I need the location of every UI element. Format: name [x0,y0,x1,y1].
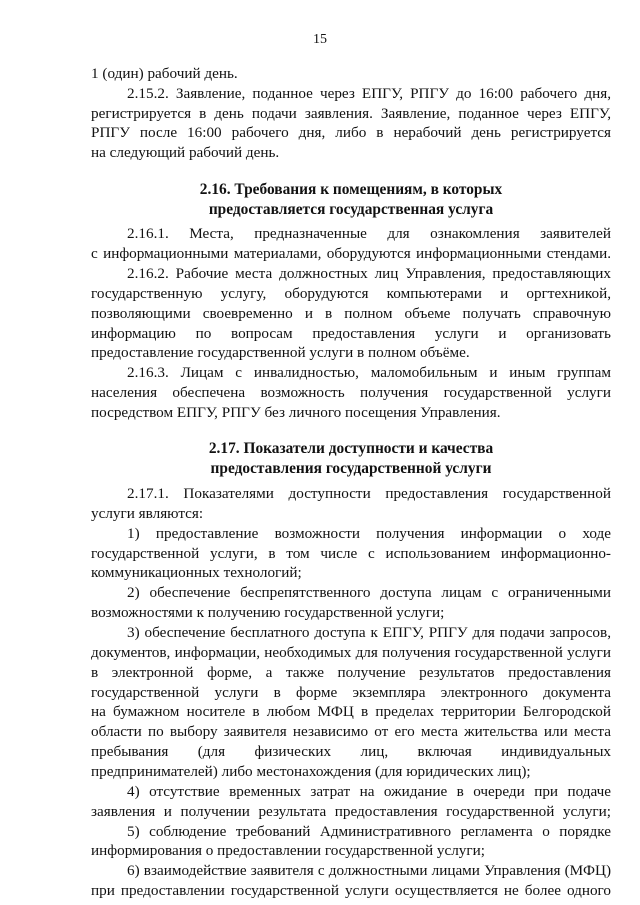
text-line: 3) обеспечение бесплатного доступа к ЕПГУ, РПГУ для подачи запросов, [127,624,611,641]
text-line: позволяющими своевременно и в полном объеме получать справочную [91,305,611,322]
text-line: 2.16.3. Лицам с инвалидностью, маломобильным и иным группам [127,364,611,381]
text-line: 2) обеспечение беспрепятственного доступа лицам с ограниченными [127,584,611,601]
text-line: 1) предоставление возможности получения информации о ходе [127,525,611,542]
section-heading: предоставления государственной услуги [210,460,492,477]
text-line: предоставление государственной услуги в полном объёме. [91,344,470,361]
text-line: 6) взаимодействие заявителя с должностными лицами Управления (МФЦ) [127,862,611,879]
page-number: 15 [313,32,327,47]
text-line: РПГУ после 16:00 рабочего дня, либо в нерабочий день регистрируется [91,124,611,141]
text-line: 2.15.2. Заявление, поданное через ЕПГУ, РПГУ до 16:00 рабочего дня, [127,85,611,102]
text-line: коммуникационных технологий; [91,564,302,581]
text-line: населения обеспечена возможность получения государственной услуги [91,384,611,401]
text-line: возможностями к получению государственной услуги; [91,604,445,621]
text-line: области по выбору заявителя независимо от его места жительства или места [91,723,611,740]
text-line: на бумажном носителе в любом МФЦ в пределах территории Белгородской [91,703,611,720]
text-line: в электронной форме, а также получение результатов предоставления [91,664,611,681]
text-line: 2.16.1. Места, предназначенные для ознакомления заявителей [127,225,611,242]
text-line: услуги являются: [91,505,204,522]
text-line: 1 (один) рабочий день. [91,65,238,82]
text-line: заявления и получении результата предоставления государственной услуги; [91,803,611,820]
text-line: регистрируется в день подачи заявления. Заявление, поданное через ЕПГУ, [91,105,611,122]
text-line: информацию по вопросам предоставления услуги и организовать [91,325,611,342]
section-heading: предоставляется государственная услуга [208,201,494,218]
text-line: документов, информации, необходимых для получения государственной услуги [91,644,611,661]
text-line: 4) отсутствие временных затрат на ожидание в очереди при подаче [127,783,611,800]
text-line: 2.16.2. Рабочие места должностных лиц Управления, предоставляющих [127,265,611,282]
text-line: информирования о предоставлении государственной услуги; [91,842,485,859]
text-line: государственную услугу, оборудуются компьютерами и оргтехникой, [91,285,611,302]
text-line: при предоставлении государственной услуги осуществляется не более одного [91,882,611,899]
section-heading: 2.16. Требования к помещениям, в которых [199,181,503,198]
text-line: 2.17.1. Показателями доступности предоставления государственной [127,485,611,502]
section-heading: 2.17. Показатели доступности и качества [208,440,494,457]
text-line: пребывания (для физических лиц, включая индивидуальных [91,743,611,760]
text-line: посредством ЕПГУ, РПГУ без личного посещения Управления. [91,404,501,421]
text-line: на следующий рабочий день. [91,144,280,161]
text-line: 5) соблюдение требований Административного регламента о порядке [127,823,611,840]
text-line: предпринимателей) либо местонахождения (для юридических лиц); [91,763,531,780]
text-line: с информационными материалами, оборудуются информационными стендами. [91,245,611,262]
text-line: государственной услуги, в том числе с использованием информационно- [91,545,611,562]
text-line: государственной услуги в форме экземпляра электронного документа [91,684,611,701]
